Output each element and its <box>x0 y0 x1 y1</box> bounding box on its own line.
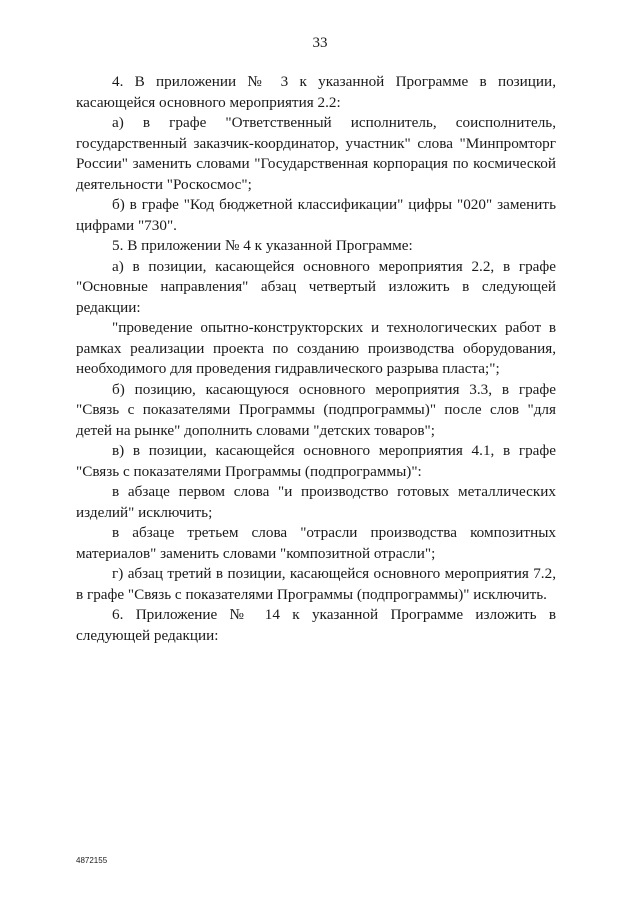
paragraph-5v: в) в позиции, касающейся основного мероприятия 4.1, в графе "Связь с показателями Программы (подпрограммы)": <box>76 442 556 480</box>
paragraph-5b: б) позицию, касающуюся основного мероприятия 3.3, в графе "Связь с показателями Программы (подпрограммы)" после слов "для детей на рынке" дополнить словами "детских товаров"; <box>76 380 556 439</box>
paragraph-5a-quote: "проведение опытно-конструкторских и технологических работ в рамках реализации проекта по созданию производства оборудования, необходимого для проведения гидравлического разрыва пласта;"; <box>76 319 556 377</box>
document-body <box>76 72 556 646</box>
paragraph-5a: а) в позиции, касающейся основного мероприятия 2.2, в графе "Основные направления" абзац четвертый изложить в следующей редакции: <box>76 257 556 316</box>
paragraph-5g: г) абзац третий в позиции, касающейся основного мероприятия 7.2, в графе "Связь с показателями Программы (подпрограммы)" исключить. <box>76 565 556 603</box>
paragraph-4a: а) в графе "Ответственный исполнитель, соисполнитель, государственный заказчик-координатор, участник" слова "Минпромторг России" заменить словами "Государственная корпорация по космической деятельности "Роскосмос"; <box>76 114 556 193</box>
paragraph-4: 4. В приложении № 3 к указанной Программе в позиции, касающейся основного мероприятия 2.2: <box>76 73 556 111</box>
document-code: 4872155 <box>76 856 108 865</box>
paragraph-4b: б) в графе "Код бюджетной классификации" цифры "020" заменить цифрами "730". <box>76 196 556 234</box>
paragraph-5: 5. В приложении № 4 к указанной Программе: <box>112 237 413 254</box>
paragraph-5v-third: в абзаце третьем слова "отрасли производства композитных материалов" заменить словами "композитной отрасли"; <box>76 524 556 562</box>
paragraph-5v-first: в абзаце первом слова "и производство готовых металлических изделий" исключить; <box>76 483 556 521</box>
page-number: 33 <box>312 35 328 51</box>
paragraph-6: 6. Приложение № 14 к указанной Программе изложить в следующей редакции: <box>76 606 556 644</box>
